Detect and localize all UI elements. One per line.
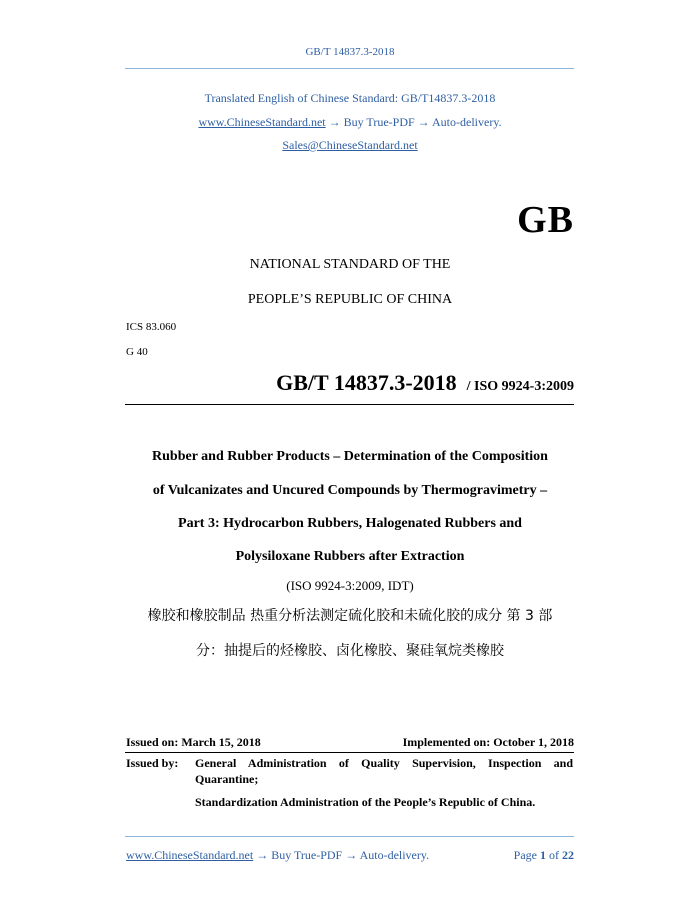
footer-buy-text: → Buy True-PDF → Auto-delivery. xyxy=(253,848,430,862)
page-of: of xyxy=(549,848,559,862)
header-divider xyxy=(125,68,574,69)
issued-by-label: Issued by: xyxy=(126,756,179,770)
issued-by-line-3: Standardization Administration of the People’s Republic of China. xyxy=(195,795,536,809)
ccs-code: G 40 xyxy=(126,346,148,358)
page-total: 22 xyxy=(562,848,574,862)
iso-reference: / ISO 9924-3:2009 xyxy=(466,379,574,394)
translated-line: Translated English of Chinese Standard: GB/T14837.3-2018 xyxy=(204,91,496,105)
footer-site-line xyxy=(126,848,429,863)
ics-code: ICS 83.060 xyxy=(126,321,177,333)
standard-number: GB/T 14837.3-2018 xyxy=(276,370,457,395)
email-line xyxy=(0,138,700,153)
buy-text: → Buy True-PDF → Auto-delivery. xyxy=(325,115,502,129)
title-line-1: Rubber and Rubber Products – Determination of the Composition xyxy=(152,449,548,464)
gb-logo: GB xyxy=(517,199,574,241)
issued-by-line-2: Quarantine; xyxy=(195,772,259,786)
site-line xyxy=(0,115,700,130)
footer-divider xyxy=(125,836,574,837)
site-link[interactable]: www.ChineseStandard.net xyxy=(198,115,326,129)
title-line-3: Part 3: Hydrocarbon Rubbers, Halogenated Rubbers and xyxy=(178,516,522,531)
email-link[interactable]: Sales@ChineseStandard.net xyxy=(282,138,418,152)
chinese-title-line-1: 橡胶和橡胶制品 热重分析法测定硫化胶和未硫化胶的成分 第 3 部 xyxy=(147,608,553,624)
page-number xyxy=(514,848,574,863)
standard-number-block xyxy=(276,370,574,396)
page-current: 1 xyxy=(540,848,546,862)
issued-on: Issued on: March 15, 2018 xyxy=(126,735,261,749)
national-line-2: PEOPLE’S REPUBLIC OF CHINA xyxy=(247,292,453,307)
issued-by-line-1: General Administration of Quality Supervision, Inspection and xyxy=(195,756,573,770)
title-line-4: Polysiloxane Rubbers after Extraction xyxy=(235,549,465,564)
footer-site-link[interactable]: www.ChineseStandard.net xyxy=(126,848,254,862)
implemented-on: Implemented on: October 1, 2018 xyxy=(402,735,574,749)
chinese-title-line-2: 分：抽提后的烃橡胶、卤化橡胶、聚硅氧烷类橡胶 xyxy=(196,643,504,659)
title-line-2: of Vulcanizates and Uncured Compounds by Thermogravimetry – xyxy=(152,483,548,498)
running-header: GB/T 14837.3-2018 xyxy=(305,46,395,58)
title-divider xyxy=(125,404,574,405)
national-line-1: NATIONAL STANDARD OF THE xyxy=(249,257,451,272)
issue-divider xyxy=(125,752,574,753)
iso-idt: (ISO 9924-3:2009, IDT) xyxy=(286,578,414,593)
page-label: Page xyxy=(513,848,537,862)
